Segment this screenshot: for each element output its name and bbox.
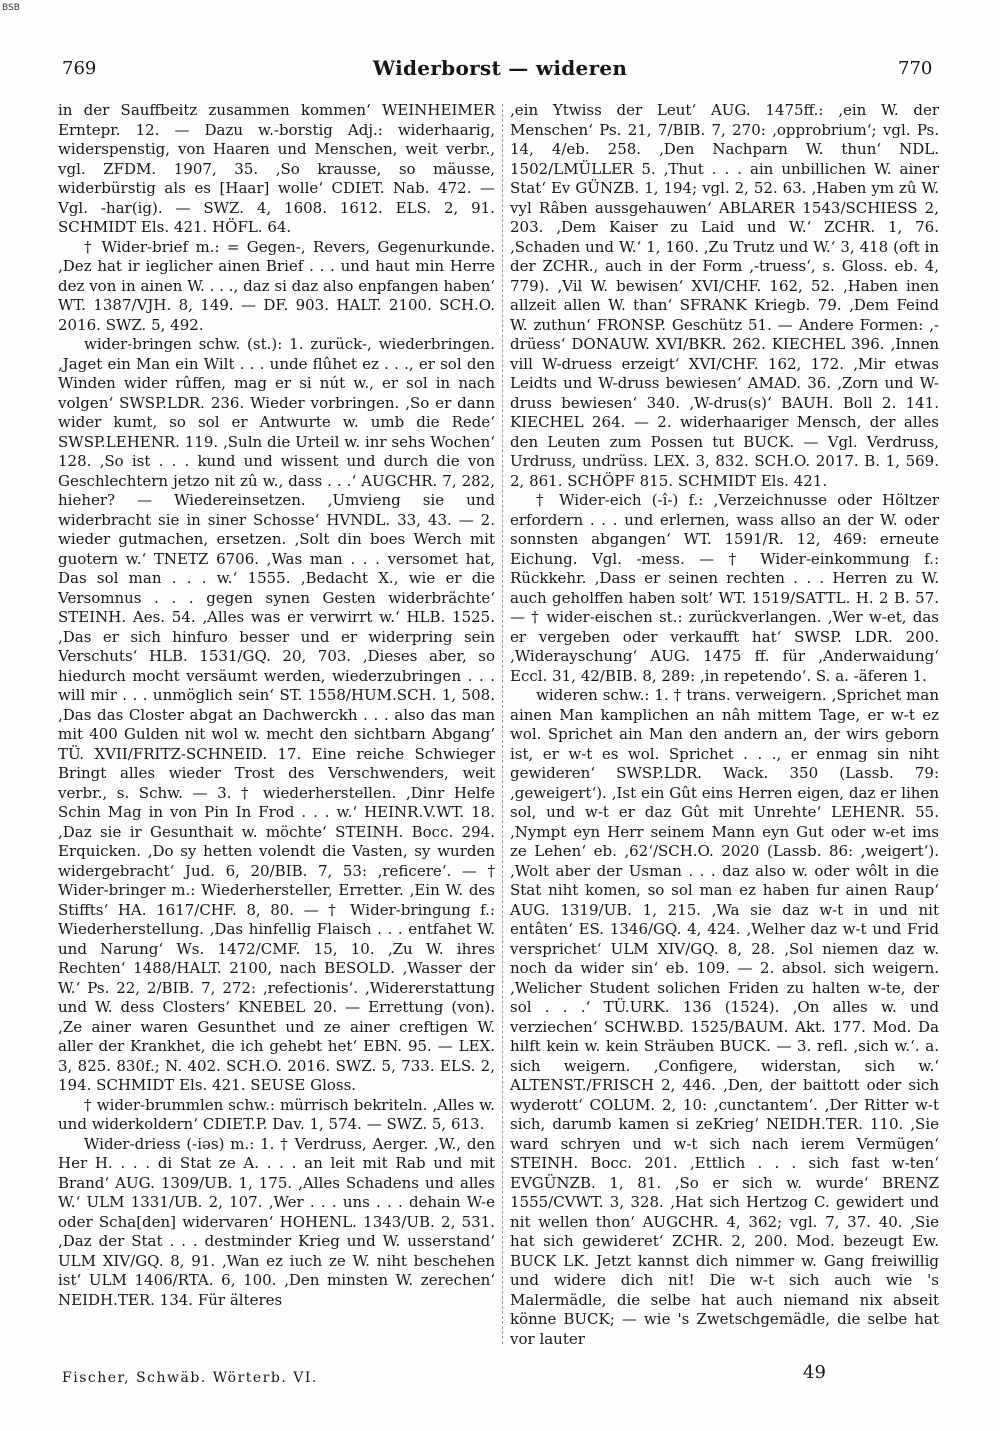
- sheet-number: 49: [803, 1362, 826, 1383]
- running-head: Widerborst — wideren: [372, 56, 628, 80]
- page-footer: [0, 1362, 1000, 1388]
- page-number-right: 770: [898, 58, 933, 79]
- library-mark: BSB: [2, 3, 20, 13]
- left-column: [58, 101, 495, 1310]
- page-header: [0, 58, 1000, 82]
- dictionary-entry: Wider-driess (-iəs) m.: 1. † Verdruss, Aerger. ‚W., den Her H. . . . di Stat ze A. . . . an leit mit Rab und mit Brand‘ AUG. 1309/UB. 1, 175. ‚Alles Schadens und alles W.‘ ULM 1331/UB. 2, 107. ‚Wer . . . uns . . . dehain W-e oder Scha[den] widervaren‘ HOHENL. 1343/UB. 2, 531. ‚Daz der Stat . . . destminder Krieg und W. usserstand‘ ULM XIV/GQ. 8, 91. ‚Wan ez iuch ze W. niht beschehen ist‘ ULM 1406/RTA. 6, 100. ‚Den minsten W. zerechen‘ NEIDH.TER. 134. Für älteres: [58, 1134, 495, 1309]
- dictionary-entry: † Wider-brief m.: = Gegen-, Revers, Gegenurkunde. ‚Dez hat ir ieglicher ainen Brief . . . und haut min Herre dez von in ainen W. . . ., daz si daz also enpfangen haben‘ WT. 1387/VJH. 8, 149. — DF. 903. HALT. 2100. SCH.O. 2016. SWZ. 5, 492.: [58, 237, 495, 334]
- right-column: [510, 101, 939, 1349]
- signature-line: Fischer, Schwäb. Wörterb. VI.: [62, 1370, 318, 1386]
- dictionary-entry: wider-bringen schw. (st.): 1. zurück-, wiederbringen. ‚Jaget ein Man ein Wilt . . . unde flûhet ez . . ., er sol den Winden wider rûffen, mag er si nút w., er sol in nach volgen‘ SWSP.LDR. 236. Wieder vorbringen. ‚So er dann wider kumt, so sol er Antwurte w. umb die Rede‘ SWSP.LEHENR. 119. ‚Suln die Urteil w. inr sehs Wochen‘ 128. ‚So ist . . . kund und wissent und durch die von Geschlechtern jetzo nit zû w., dass . . .‘ AUGCHR. 7, 282, hieher? — Wiedereinsetzen. ‚Umvieng sie und widerbracht sie in siner Schosse‘ HVNDL. 33, 43. — 2. wieder gutmachen, ersetzen. ‚Solt din boes Werch mit guotern w.‘ TNETZ 6706. ‚Was man . . . versomet hat, Das sol man . . . w.‘ 1555. ‚Bedacht X., wie er die Versomnus . . . gegen synen Gesten widerbrächte‘ STEINH. Aes. 54. ‚Alles was er verwirrt w.‘ HLB. 1525. ‚Das er sich hinfuro besser und er widerpring sein Verschuts‘ HLB. 1531/GQ. 20, 703. ‚Dieses aber, so hiedurch mocht versäumt werden, wiederzubringen . . . will mir . . . unmöglich sein‘ ST. 1558/HUM.SCH. 1, 508. ‚Das das Closter abgat an Dachwerckh . . . also das man mit 400 Gulden nit wol w. mecht den sichtbarn Abgang‘ TÜ. XVII/FRITZ-SCHNEID. 17. Eine reiche Schwieger Bringt alles wieder Trost des Verschwenders, weit verbr., s. Schw. — 3. † wiederherstellen. ‚Dinr Helfe Schin Mag in von Pin In Frod . . . w.‘ HEINR.V.WT. 18. ‚Daz sie ir Gesunthait w. möchte‘ STEINH. Bocc. 294. Erquicken. ‚Do sy hetten volendt die Vasten, sy wurden widergebracht‘ Jud. 6, 20/BIB. 7, 53: ‚reficere‘. — † Wider-bringer m.: Wiederhersteller, Erretter. ‚Ein W. des Stiffts‘ HA. 1617/CHF. 8, 80. — † Wider-bringung f.: Wiederherstellung. ‚Das hinfellig Flaisch . . . entfahet W. und Narung‘ Ws. 1472/CMF. 15, 10. ‚Zu W. ihres Rechten‘ 1488/HALT. 2100, nach BESOLD. ‚Wasser der W.‘ Ps. 22, 2/BIB. 7, 272: ‚refectionis‘. ‚Widererstattung und W. dess Closters‘ KNEBEL 20. — Errettung (von). ‚Ze ainer waren Gesunthet und ze ainer creftigen W. aller der Krankhet, die ich gehebt het‘ EBN. 95. — LEX. 3, 825. 830f.; N. 402. SCH.O. 2016. SWZ. 5, 733. ELS. 2, 194. SCHMIDT Els. 421. SEUSE Gloss.: [58, 335, 495, 1094]
- column-divider: [502, 104, 503, 1344]
- dictionary-entry: wideren schw.: 1. † trans. verweigern. ‚Sprichet man ainen Man kamplichen an nâh mittem Tage, er w-t ez wol. Sprichet ain Man den andern an, der wirs geborn ist, er w-t es wol. Sprichet . . ., er enmag sin niht gewideren‘ SWSP.LDR. Wack. 350 (Lassb. 79: ‚geweigert‘). ‚Ist ein Gût eins Herren eigen, daz er lihen sol, und w-t er daz Gût mit Unrehte‘ LEHENR. 55. ‚Nympt eyn Herr seinem Mann eyn Gut oder w-et ims ze Lehen‘ eb. ‚62‘/SCH.O. 2020 (Lassb. 86: ‚weigert‘). ‚Wolt aber der Usman . . . daz also w. oder wôlt in die Stat niht komen, so sol man ez haben fur ainen Raup‘ AUG. 1319/UB. 1, 215. ‚Wa sie daz w-t in und nit entâten‘ ES. 1346/GQ. 4, 424. ‚Welher daz w-t und Frid versprichet‘ ULM XIV/GQ. 8, 28. ‚Sol niemen daz w. noch da wider sin‘ eb. 109. — 2. absol. sich weigern. ‚Welicher Student solichen Friden zu halten w-te, der sol . . .‘ TÜ.URK. 136 (1524). ‚On alles w. und verziechen‘ SCHW.BD. 1525/BAUM. Akt. 177. Mod. Da hilft kein w. kein Sträuben BUCK. — 3. refl. ‚sich w.‘. a. sich weigern. ‚Configere, widerstan, sich w.‘ ALTENST./FRISCH 2, 446. ‚Den, der baittott oder sich wyderott‘ COLUM. 2, 10: ‚cunctantem‘. ‚Der Ritter w-t sich, darumb kamen si zeKrieg‘ NEIDH.TER. 110. ‚Sie ward schryen und w-t sich nach ierem Vermügen‘ STEINH. Bocc. 201. ‚Ettlich . . . sich fast w-ten‘ EVGÜNZB. 1, 81. ‚So er sich w. wurde‘ BRENZ 1555/CVWT. 3, 328. ‚Hat sich Hertzog C. gewidert und nit wellen thon‘ AUGCHR. 4, 362; vgl. 7, 37. 40. ‚Sie hat sich gewideret‘ ZCHR. 2, 200. Mod. bezeugt Ew. BUCK LK. Jetzt kannst dich nimmer w. Gang freiwillig und widere dich nit! Die w-t sich auch wie 's Malermädle, die selbe hat auch niemand nix abseit könne BUCK; — wie 's Zwetschgemädle, die selbe hat vor lauter: [510, 686, 939, 1348]
- text-paragraph: in der Sauffbeitz zusammen kommen‘ WEINHEIMER Erntepr. 12. — Dazu w.-borstig Adj.: widerhaarig, widerspenstig, von Haaren und Menschen, weit verbr., vgl. ZFDM. 1907, 35. ‚So krausse, so mäusse, widerbürstig als es [Haar] wolle‘ CDIET. Nab. 472. — Vgl. -har(ig). — SWZ. 4, 1608. 1612. ELS. 2, 91. SCHMIDT Els. 421. HÖFL. 64.: [58, 101, 495, 236]
- dictionary-entry: † wider-brummlen schw.: mürrisch bekriteln. ‚Alles w. und widerkoldern‘ CDIET.P. Dav. 1, 574. — SWZ. 5, 613.: [58, 1095, 495, 1133]
- dictionary-entry: † Wider-eich (-î-) f.: ‚Verzeichnusse oder Höltzer erfordern . . . und erlernen, wass allso an der W. oder sonnsten abgangen‘ WT. 1591/R. 12, 469: erneute Eichung. Vgl. -mess. — † Wider-einkommung f.: Rückkehr. ‚Dass er seinen rechten . . . Herren zu W. auch geholffen haben solt‘ WT. 1519/SATTL. H. 2 B. 57. — † wider-eischen st.: zurückverlangen. ‚Wer w-et, das er vergeben oder verkaufft hat‘ SWSP. LDR. 200. ‚Widerayschung‘ AUG. 1475 ff. für ‚Anderwaidung‘ Eccl. 31, 42/BIB. 8, 289: ‚in repetendo‘. S. a. -äferen 1.: [510, 491, 939, 685]
- text-paragraph: ‚ein Ytwiss der Leut‘ AUG. 1475ff.: ‚ein W. der Menschen‘ Ps. 21, 7/BIB. 7, 270: ‚opprobrium‘; vgl. Ps. 14, 4/eb. 258. ‚Den Nachparn W. thun‘ NDL. 1502/LMÜLLER 5. ‚Thut . . . ain unbillichen W. ainer Stat‘ Ev GÜNZB. 1, 194; vgl. 2, 52. 63. ‚Haben ym zû W. vyl Râben aussgehauwen‘ ABLARER 1543/SCHIESS 2, 203. ‚Dem Kaiser zu Laid und W.‘ ZCHR. 1, 76. ‚Schaden und W.‘ 1, 160. ‚Zu Trutz und W.‘ 3, 418 (oft in der ZCHR., auch in der Form ‚-truess‘, s. Gloss. eb. 4, 779). ‚Vil W. bewisen‘ XVI/CHF. 162, 52. ‚Haben inen allzeit allen W. than‘ SFRANK Kriegb. 79. ‚Dem Feind W. zuthun‘ FRONSP. Geschütz 51. — Andere Formen: ‚-drüess‘ DONAUW. XVI/BKR. 262. KIECHEL 396. ‚Innen vill W-druess erzeigt‘ XVI/CHF. 162, 172. ‚Mir etwas Leidts und W-druss bewiesen‘ AMAD. 36. ‚Zorn und W-druss bewiesen‘ 340. ‚W-drus(s)‘ BAUH. Boll 2. 141. KIECHEL 264. — 2. widerhaariger Mensch, der alles den Leuten zum Possen tut BUCK. — Vgl. Verdruss, Urdruss, undrüss. LEX. 3, 832. SCH.O. 2017. B. 1, 569. 2, 861. SCHÖPF 815. SCHMIDT Els. 421.: [510, 101, 939, 490]
- page-number-left: 769: [62, 58, 97, 79]
